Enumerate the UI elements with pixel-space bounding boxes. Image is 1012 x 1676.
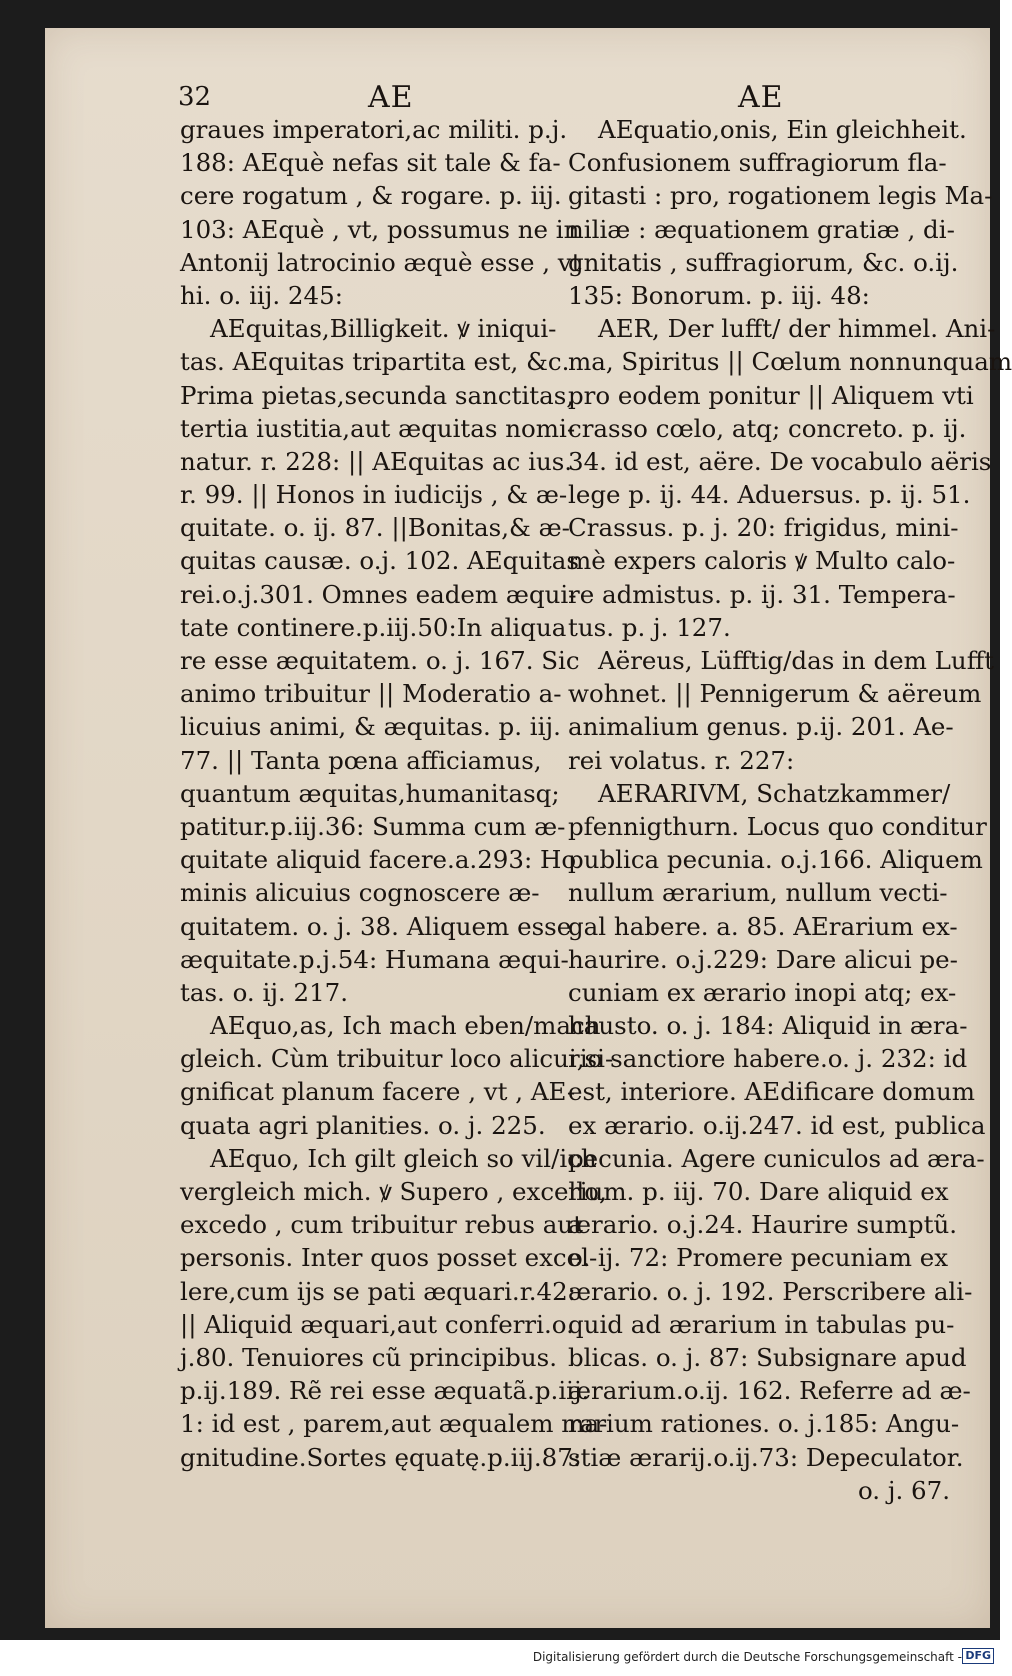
text-line: Crassus. p. j. 20: frigidus, mini- <box>568 513 959 543</box>
text-line: animalium genus. p.ij. 201. Ae- <box>568 712 954 742</box>
text-line: haurire. o.j.229: Dare alicui pe- <box>568 944 958 974</box>
text-line: re esse æquitatem. o. j. 167. Sic <box>180 646 580 675</box>
text-line: 34. id est, aëre. De vocabulo aëris <box>568 446 992 476</box>
text-line: quitate aliquid facere.a.293: Ho <box>180 845 577 875</box>
text-line: 135: Bonorum. p. iij. 48: <box>568 280 870 310</box>
text-line: j.80. Tenuiores cũ principibus. <box>180 1342 557 1372</box>
text-line: ærario. o.j.24. Haurire sumptũ. <box>568 1210 958 1240</box>
text-line: o. ij. 72: Promere pecuniam ex <box>568 1243 949 1273</box>
text-line: pecunia. Agere cuniculos ad æra- <box>568 1143 985 1173</box>
text-line: gleich. Cùm tribuitur loco alicui,si- <box>180 1044 614 1074</box>
text-line: cuniam ex ærario inopi atq; ex- <box>568 977 957 1007</box>
text-line: gal habere. a. 85. AErarium ex- <box>568 911 958 941</box>
text-line: graues imperatori,ac militi. p.j. <box>180 115 568 144</box>
text-line: est, interiore. AEdificare domum <box>568 1077 975 1107</box>
text-line: quitas causæ. o.j. 102. AEquitas <box>180 546 579 576</box>
text-line: niliæ : æquationem gratiæ , di- <box>568 214 955 244</box>
text-line: Prima pietas,secunda sanctitas, <box>180 380 575 410</box>
left-text-column <box>180 113 614 1474</box>
running-head-left: AE <box>368 80 414 115</box>
text-line: gnificat planum facere , vt , AE- <box>180 1077 576 1107</box>
text-line: nullum ærarium, nullum vecti- <box>568 878 948 908</box>
text-line: quata agri planities. o. j. 225. <box>180 1110 546 1140</box>
text-line: 1: id est , parem,aut æqualem ma- <box>180 1409 608 1439</box>
text-line: tus. p. j. 127. <box>568 612 731 642</box>
text-line: natur. r. 228: || AEquitas ac ius. <box>180 446 573 476</box>
text-line: minis alicuius cognoscere æ- <box>180 878 540 908</box>
text-line: lere,cum ijs se pati æquari.r.42: <box>180 1276 576 1306</box>
text-line: tas. o. ij. 217. <box>180 977 349 1007</box>
text-line: AEquo, Ich gilt gleich so vil/ich <box>210 1143 597 1173</box>
digitization-credit: Digitalisierung gefördert durch die Deutsche Forschungsgemeinschaft - <box>532 1650 962 1664</box>
text-line: 188: AEquè nefas sit tale & fa- <box>180 148 561 178</box>
text-line: licuius animi, & æquitas. p. iij. <box>180 712 561 742</box>
text-line: Confusionem suffragiorum fla- <box>568 148 947 178</box>
text-line: rei.o.j.301. Omnes eadem æqui- <box>180 579 577 609</box>
text-line: gitasti : pro, rogationem legis Ma- <box>568 181 993 211</box>
text-line: AEquitas,Billigkeit. ꝟ iniqui- <box>210 314 557 344</box>
text-line: Antonij latrocinio æquè esse , vt <box>180 247 582 277</box>
text-line: AER, Der lufft/ der himmel. Ani- <box>598 314 996 344</box>
text-line: personis. Inter quos posset excel- <box>180 1243 598 1273</box>
dfg-logo: DFG <box>962 1648 994 1664</box>
text-line: p.ij.189. Rẽ rei esse æquatã.p.iij. <box>180 1376 590 1406</box>
text-line: gnitatis , suffragiorum, &c. o.ij. <box>568 247 959 277</box>
page-number: 32 <box>178 82 212 112</box>
text-line: pro eodem ponitur || Aliquem vti <box>568 380 974 410</box>
text-line: pfennigthurn. Locus quo conditur <box>568 811 987 841</box>
text-line: publica pecunia. o.j.166. Aliquem <box>568 845 983 875</box>
text-line: hausto. o. j. 184: Aliquid in æra- <box>568 1011 968 1041</box>
text-line: excedo , cum tribuitur rebus aut <box>180 1210 583 1240</box>
text-line: tertia iustitia,aut æquitas nomi- <box>180 413 576 443</box>
text-line: wohnet. || Pennigerum & aëreum <box>568 679 982 709</box>
text-line: rio sanctiore habere.o. j. 232: id <box>568 1044 968 1074</box>
text-line: Aëreus, Lüfftig/das in dem Lufft <box>598 646 994 675</box>
text-line: æquitate.p.j.54: Humana æqui- <box>180 944 569 974</box>
text-line: quitatem. o. j. 38. Aliquem esse <box>180 911 572 941</box>
text-line: AEquo,as, Ich mach eben/mach <box>210 1011 601 1041</box>
text-line: mè expers caloris ꝟ Multo calo- <box>568 546 956 576</box>
text-line: re admistus. p. ij. 31. Tempera- <box>568 579 956 609</box>
text-line: stiæ ærarij.o.ij.73: Depeculator. <box>568 1442 964 1472</box>
text-line: ma, Spiritus || Cœlum nonnunquam <box>568 347 1012 377</box>
text-line: tate continere.p.iij.50:In aliqua <box>180 612 567 642</box>
text-line: || Aliquid æquari,aut conferri.o. <box>180 1309 574 1339</box>
text-line: animo tribuitur || Moderatio a- <box>180 679 562 709</box>
text-line: ærario. o. j. 192. Perscribere ali- <box>568 1276 973 1306</box>
text-line: lege p. ij. 44. Aduersus. p. ij. 51. <box>568 480 971 510</box>
text-line: blicas. o. j. 87: Subsignare apud <box>568 1342 967 1372</box>
text-line: ex ærario. o.ij.247. id est, publica <box>568 1110 986 1140</box>
running-head-right: AE <box>738 80 784 115</box>
text-line: rium. p. iij. 70. Dare aliquid ex <box>568 1177 949 1206</box>
text-line: rarium rationes. o. j.185: Angu- <box>568 1409 960 1439</box>
text-line: AERARIVM, Schatzkammer/ <box>598 778 951 808</box>
text-line: 77. || Tanta pœna afficiamus, <box>180 745 542 775</box>
text-line: hi. o. iij. 245: <box>180 280 343 310</box>
text-line: 103: AEquè , vt, possumus ne in <box>180 214 580 244</box>
text-line: quid ad ærarium in tabulas pu- <box>568 1309 955 1339</box>
text-line: patitur.p.iij.36: Summa cum æ- <box>180 811 566 841</box>
text-line: crasso cœlo, atq; concreto. p. ij. <box>568 413 967 443</box>
text-line: ærarium.o.ij. 162. Referre ad æ- <box>568 1376 971 1406</box>
text-line: quitate. o. ij. 87. ||Bonitas,& æ- <box>180 513 570 543</box>
text-line: r. 99. || Honos in iudicijs , & æ- <box>180 480 568 510</box>
text-line: cere rogatum , & rogare. p. iij. <box>180 181 562 211</box>
text-line: vergleich mich. ꝟ Supero , excello, <box>180 1177 607 1206</box>
text-line: gnitudine.Sortes ęquatę.p.iij.87: <box>180 1442 582 1472</box>
text-line: rei volatus. r. 227: <box>568 745 795 775</box>
text-line: AEquatio,onis, Ein gleichheit. <box>598 115 967 144</box>
text-line: quantum æquitas,humanitasq; <box>180 778 560 808</box>
right-text-column <box>568 113 1012 1507</box>
text-line: o. j. 67. <box>857 1475 950 1505</box>
text-line: tas. AEquitas tripartita est, &c. <box>180 347 570 377</box>
